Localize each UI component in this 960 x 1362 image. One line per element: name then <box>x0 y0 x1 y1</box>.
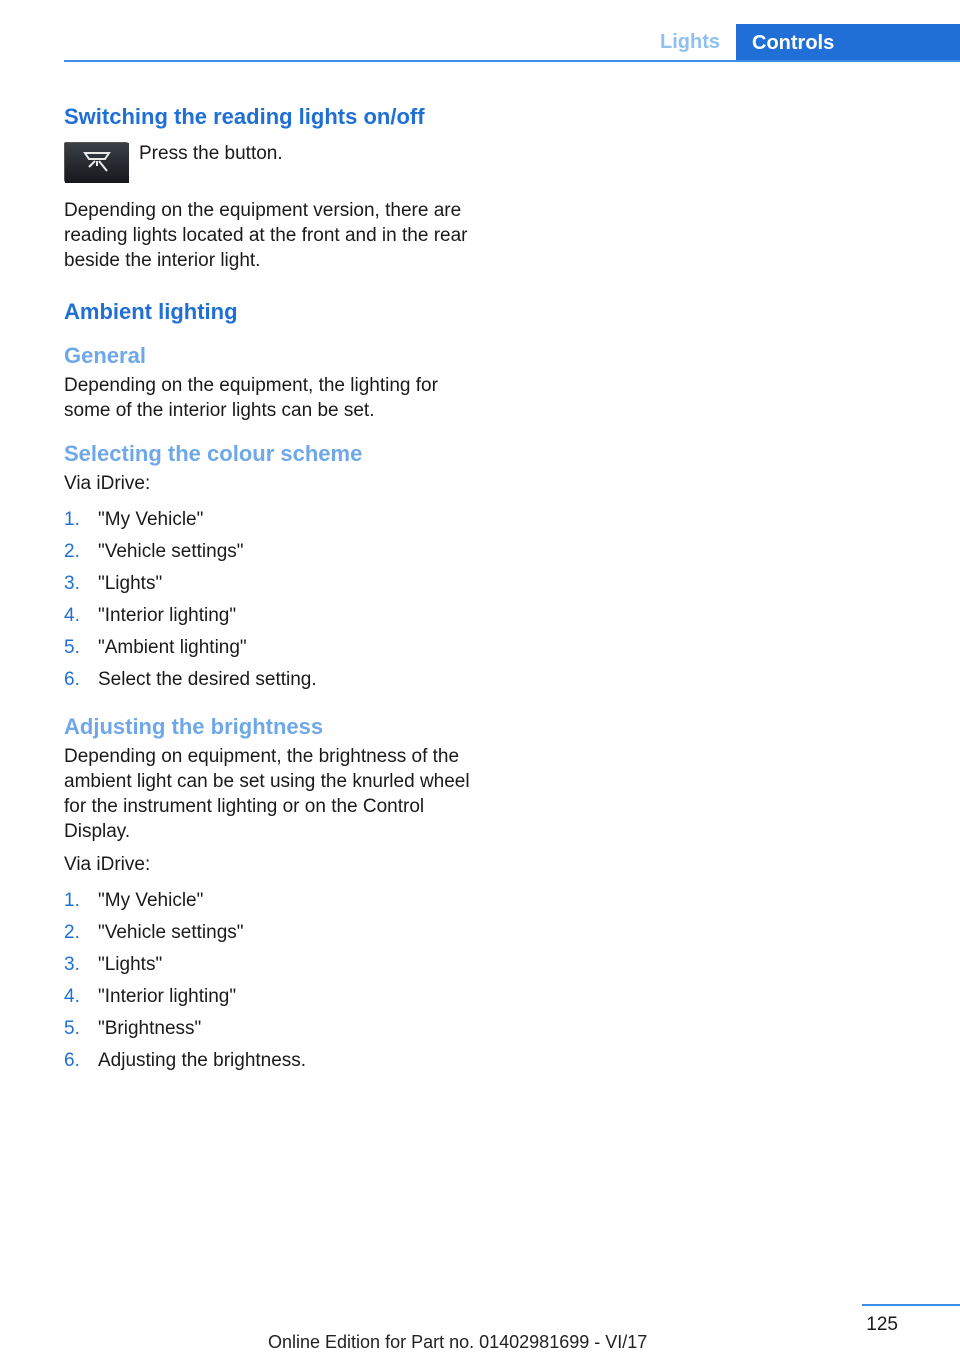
footer-rule <box>862 1304 960 1306</box>
page-number: 125 <box>866 1314 898 1335</box>
list-item: 1. "My Vehicle" <box>64 509 204 530</box>
brightness-steps <box>64 885 484 1077</box>
list-item: 1. "My Vehicle" <box>64 890 204 911</box>
list-item: 5. "Ambient lighting" <box>64 637 247 658</box>
reading-light-icon <box>64 142 128 182</box>
list-item: 6. Select the desired setting. <box>64 669 317 690</box>
list-item: 3. "Lights" <box>64 954 163 975</box>
page-header <box>0 0 960 62</box>
chapter-tab: Controls <box>736 24 960 62</box>
brightness-heading: Adjusting the brightness <box>64 714 324 739</box>
edition-footer: Online Edition for Part no. 01402981699 - VI/17 <box>268 1332 648 1352</box>
list-item: 2. "Vehicle settings" <box>64 541 244 562</box>
list-item: 4. "Interior lighting" <box>64 605 237 626</box>
colour-scheme-heading: Selecting the colour scheme <box>64 441 363 466</box>
page-content <box>64 98 484 1077</box>
colour-scheme-intro: Via iDrive: <box>64 473 151 494</box>
button-instruction: Press the button. <box>139 143 283 164</box>
section-tab: Lights <box>660 31 720 53</box>
list-item: 3. "Lights" <box>64 573 163 594</box>
general-heading: General <box>64 343 146 368</box>
list-item: 5. "Brightness" <box>64 1018 202 1039</box>
brightness-paragraph: Depending on equipment, the brightness of the ambient light can be set using the knurled wheel for the instrument lighting or on the Control Display. <box>64 746 470 842</box>
list-item: 6. Adjusting the brightness. <box>64 1050 307 1071</box>
button-instruction-row <box>64 142 484 198</box>
general-paragraph: Depending on the equipment, the lighting for some of the interior lights can be set. <box>64 375 438 421</box>
reading-lights-heading: Switching the reading lights on/off <box>64 104 425 129</box>
brightness-intro: Via iDrive: <box>64 854 151 875</box>
header-rule <box>64 60 960 62</box>
list-item: 4. "Interior lighting" <box>64 986 237 1007</box>
colour-scheme-steps <box>64 504 484 696</box>
ambient-heading: Ambient lighting <box>64 299 238 324</box>
list-item: 2. "Vehicle settings" <box>64 922 244 943</box>
reading-lights-paragraph: Depending on the equipment version, there are reading lights located at the front and in the rear beside the interior light. <box>64 200 468 271</box>
